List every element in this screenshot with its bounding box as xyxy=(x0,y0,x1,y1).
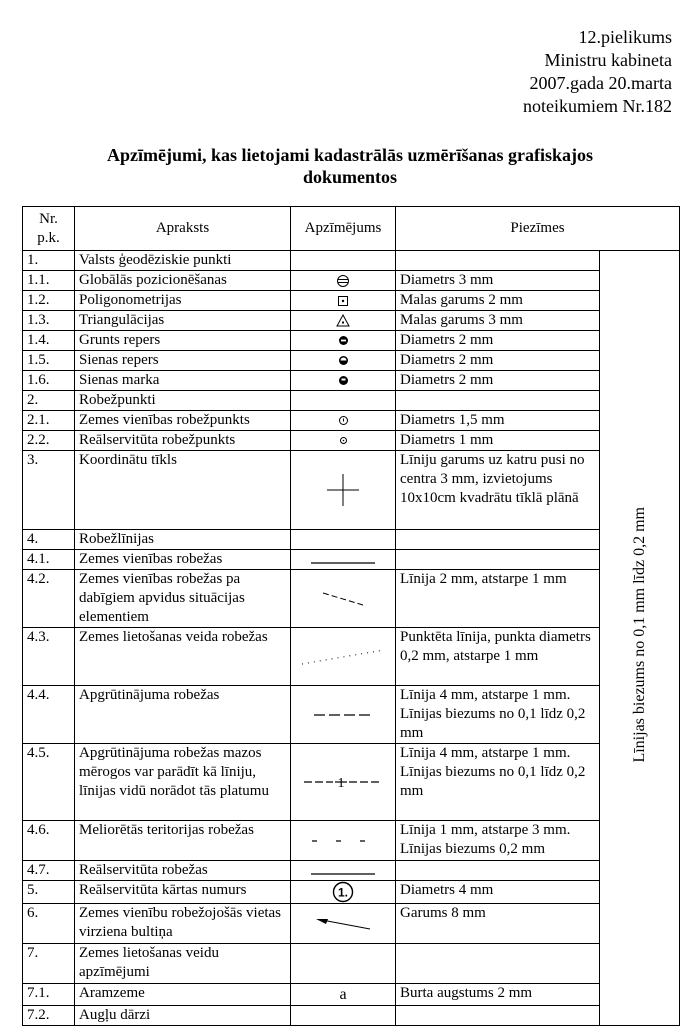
triangle-dot-icon xyxy=(336,314,350,327)
row-nr: 4.6. xyxy=(23,821,75,861)
square-dot-icon xyxy=(337,295,349,307)
ground-benchmark-icon xyxy=(338,335,349,346)
document-title xyxy=(40,144,660,188)
table-row xyxy=(23,331,680,351)
row-piezimes xyxy=(396,251,600,271)
header-apraksts: Apraksts xyxy=(75,207,291,251)
table-row xyxy=(23,451,680,530)
dotted-line-icon xyxy=(300,647,386,667)
gps-circle-icon xyxy=(336,274,350,288)
row-nr: 7.1. xyxy=(23,984,75,1006)
row-apraksts: Triangulācijas xyxy=(75,311,291,331)
row-apraksts: Zemes vienības robežas xyxy=(75,550,291,570)
row-apraksts: Sienas marka xyxy=(75,371,291,391)
row-apraksts: Zemes vienības robežpunkts xyxy=(75,411,291,431)
row-nr: 2. xyxy=(23,391,75,411)
row-piezimes: Diametrs 2 mm xyxy=(396,331,600,351)
row-apraksts: Reālservitūta robežpunkts xyxy=(75,431,291,451)
row-piezimes: Diametrs 2 mm xyxy=(396,351,600,371)
table-row xyxy=(23,744,680,821)
row-symbol xyxy=(291,570,396,628)
row-piezimes: Malas garums 3 mm xyxy=(396,311,600,331)
table-row xyxy=(23,904,680,944)
table-row xyxy=(23,271,680,291)
table-row xyxy=(23,311,680,331)
row-piezimes xyxy=(396,550,600,570)
row-apraksts: Zemes vienību robežojošās vietas virziena bultiņa xyxy=(75,904,291,944)
table-row xyxy=(23,291,680,311)
letter-symbol: a xyxy=(339,985,347,1003)
row-piezimes xyxy=(396,1006,600,1026)
row-piezimes xyxy=(396,530,600,550)
row-piezimes: Līnija 2 mm, atstarpe 1 mm xyxy=(396,570,600,628)
header-piezimes: Piezīmes xyxy=(396,207,680,251)
circled-number-label: 1. xyxy=(337,885,349,900)
row-apraksts: Reālservitūta kārtas numurs xyxy=(75,881,291,904)
dashed-width-line-icon xyxy=(303,772,383,792)
row-symbol xyxy=(291,311,396,331)
side-note: Līnijas biezums no 0,1 mm līdz 0,2 mm xyxy=(631,507,648,763)
row-symbol xyxy=(291,291,396,311)
wall-mark-icon xyxy=(338,375,349,386)
width-label: 1 xyxy=(337,776,345,791)
row-symbol xyxy=(291,686,396,744)
row-apraksts: Robežpunkti xyxy=(75,391,291,411)
table-row xyxy=(23,881,680,904)
row-nr: 4.3. xyxy=(23,628,75,686)
row-piezimes: Diametrs 4 mm xyxy=(396,881,600,904)
row-apraksts: Apgrūtinājuma robežas xyxy=(75,686,291,744)
row-nr: 4.2. xyxy=(23,570,75,628)
header-apzimejums: Apzīmējums xyxy=(291,207,396,251)
row-apraksts: Augļu dārzi xyxy=(75,1006,291,1026)
row-symbol xyxy=(291,411,396,431)
row-nr: 3. xyxy=(23,451,75,530)
row-piezimes xyxy=(396,944,600,984)
row-piezimes: Malas garums 2 mm xyxy=(396,291,600,311)
row-nr: 4. xyxy=(23,530,75,550)
row-nr: 1.3. xyxy=(23,311,75,331)
row-symbol xyxy=(291,944,396,984)
row-piezimes: Līnija 1 mm, atstarpe 3 mm. Līnijas biezums 0,2 mm xyxy=(396,821,600,861)
row-nr: 4.4. xyxy=(23,686,75,744)
row-symbol xyxy=(291,984,396,1006)
row-apraksts: Robežlīnijas xyxy=(75,530,291,550)
row-symbol xyxy=(291,251,396,271)
header-line: 12.pielikums xyxy=(578,27,672,47)
table-row xyxy=(23,984,680,1006)
row-symbol xyxy=(291,451,396,530)
row-nr: 1.4. xyxy=(23,331,75,351)
row-piezimes: Līnija 4 mm, atstarpe 1 mm. Līnijas biezums no 0,1 līdz 0,2 mm xyxy=(396,686,600,744)
row-nr: 2.1. xyxy=(23,411,75,431)
row-piezimes: Līnija 4 mm, atstarpe 1 mm. Līnijas biezums no 0,1 līdz 0,2 mm xyxy=(396,744,600,821)
row-nr: 4.1. xyxy=(23,550,75,570)
row-apraksts: Reālservitūta robežas xyxy=(75,861,291,881)
sparse-dashed-line-icon xyxy=(310,836,376,846)
dashed-line-icon xyxy=(313,710,373,720)
row-symbol xyxy=(291,550,396,570)
row-symbol xyxy=(291,861,396,881)
row-apraksts: Zemes lietošanas veida robežas xyxy=(75,628,291,686)
header-line: Ministru kabineta xyxy=(544,50,672,70)
row-nr: 5. xyxy=(23,881,75,904)
circled-number-icon xyxy=(332,881,354,903)
row-piezimes: Punktēta līnija, punkta diametrs 0,2 mm, atstarpe 1 mm xyxy=(396,628,600,686)
row-piezimes: Diametrs 1 mm xyxy=(396,431,600,451)
table-row xyxy=(23,570,680,628)
row-nr: 1.6. xyxy=(23,371,75,391)
row-nr: 1.5. xyxy=(23,351,75,371)
table-row xyxy=(23,944,680,984)
row-nr: 7. xyxy=(23,944,75,984)
row-symbol xyxy=(291,628,396,686)
table-row xyxy=(23,1006,680,1026)
side-note-cell xyxy=(600,251,680,1026)
row-apraksts: Zemes lietošanas veidu apzīmējumi xyxy=(75,944,291,984)
row-symbol xyxy=(291,371,396,391)
table-header-row xyxy=(23,207,680,251)
row-piezimes: Diametrs 3 mm xyxy=(396,271,600,291)
solid-line-icon xyxy=(310,554,376,566)
row-apraksts: Zemes vienības robežas pa dabīgiem apvidus situācijas elementiem xyxy=(75,570,291,628)
row-symbol xyxy=(291,904,396,944)
row-apraksts: Poligonometrijas xyxy=(75,291,291,311)
row-apraksts: Grunts repers xyxy=(75,331,291,351)
row-apraksts: Koordinātu tīkls xyxy=(75,451,291,530)
row-symbol xyxy=(291,821,396,861)
wall-benchmark-icon xyxy=(338,355,349,366)
row-piezimes: Līniju garums uz katru pusi no centra 3 mm, izvietojums 10x10cm kvadrātu tīklā plānā xyxy=(396,451,600,530)
row-nr: 1.2. xyxy=(23,291,75,311)
row-symbol xyxy=(291,391,396,411)
table-row xyxy=(23,530,680,550)
direction-arrow-icon xyxy=(314,915,372,933)
row-piezimes: Diametrs 1,5 mm xyxy=(396,411,600,431)
row-piezimes: Burta augstums 2 mm xyxy=(396,984,600,1006)
table-row xyxy=(23,251,680,271)
grid-cross-icon xyxy=(326,473,360,507)
row-apraksts: Globālās pozicionēšanas xyxy=(75,271,291,291)
row-piezimes xyxy=(396,861,600,881)
row-apraksts: Apgrūtinājuma robežas mazos mērogos var parādīt kā līniju, līnijas vidū norādot tās platumu xyxy=(75,744,291,821)
row-piezimes: Garums 8 mm xyxy=(396,904,600,944)
row-apraksts: Sienas repers xyxy=(75,351,291,371)
natural-dashed-line-icon xyxy=(321,589,365,609)
row-nr: 6. xyxy=(23,904,75,944)
table-row xyxy=(23,371,680,391)
table-row xyxy=(23,861,680,881)
row-apraksts: Aramzeme xyxy=(75,984,291,1006)
boundary-point-icon xyxy=(338,415,349,426)
table-row xyxy=(23,411,680,431)
row-nr: 4.7. xyxy=(23,861,75,881)
servitude-line-icon xyxy=(310,865,376,877)
row-symbol xyxy=(291,881,396,904)
row-symbol xyxy=(291,431,396,451)
row-symbol xyxy=(291,744,396,821)
header-nr: Nr. p.k. xyxy=(23,207,75,251)
row-symbol xyxy=(291,351,396,371)
table-row xyxy=(23,821,680,861)
symbols-table xyxy=(22,206,680,1026)
row-nr: 1.1. xyxy=(23,271,75,291)
row-symbol xyxy=(291,1006,396,1026)
row-symbol xyxy=(291,271,396,291)
row-apraksts: Valsts ģeodēziskie punkti xyxy=(75,251,291,271)
row-nr: 1. xyxy=(23,251,75,271)
appendix-header xyxy=(523,26,672,118)
header-line: 2007.gada 20.marta xyxy=(529,73,672,93)
table-row xyxy=(23,351,680,371)
row-piezimes: Diametrs 2 mm xyxy=(396,371,600,391)
table-row xyxy=(23,431,680,451)
row-nr: 2.2. xyxy=(23,431,75,451)
title-line: dokumentos xyxy=(302,167,398,187)
title-line: Apzīmējumi, kas lietojami kadastrālās uzmērīšanas grafiskajos xyxy=(107,145,593,165)
table-row xyxy=(23,550,680,570)
row-apraksts: Meliorētās teritorijas robežas xyxy=(75,821,291,861)
row-nr: 4.5. xyxy=(23,744,75,821)
row-piezimes xyxy=(396,391,600,411)
table-row xyxy=(23,391,680,411)
row-symbol xyxy=(291,331,396,351)
servitude-point-icon xyxy=(339,436,348,445)
row-symbol xyxy=(291,530,396,550)
table-row xyxy=(23,686,680,744)
row-nr: 7.2. xyxy=(23,1006,75,1026)
header-line: noteikumiem Nr.182 xyxy=(523,96,672,116)
table-row xyxy=(23,628,680,686)
